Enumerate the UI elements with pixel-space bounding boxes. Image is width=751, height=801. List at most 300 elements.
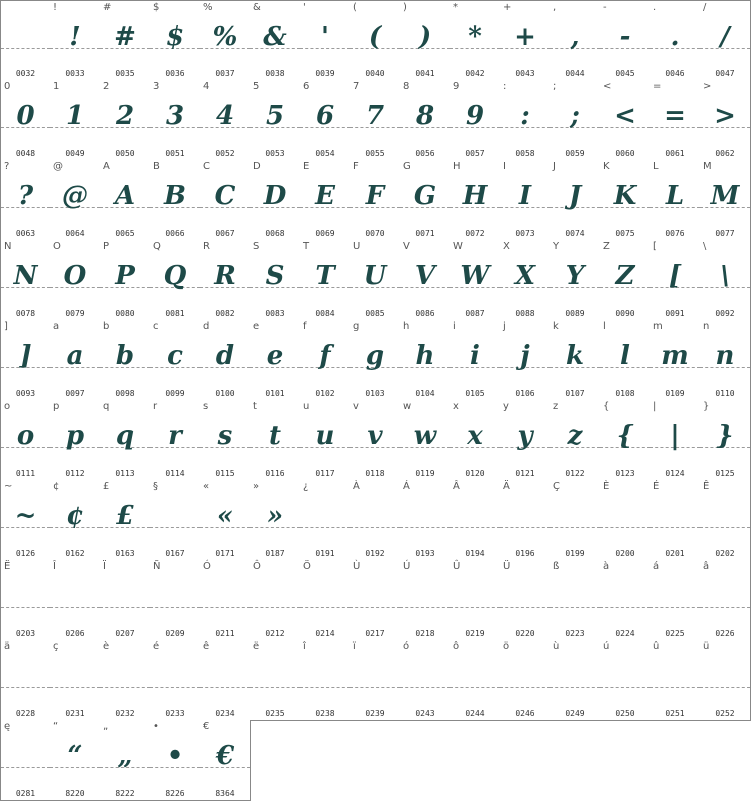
glyph-sample: [ xyxy=(668,261,682,291)
glyph-cell xyxy=(500,560,551,641)
glyph-cell xyxy=(0,400,51,481)
glyph-sample: a xyxy=(66,341,84,371)
glyph-cell xyxy=(100,320,151,401)
char-code-label: 0214 xyxy=(315,629,335,638)
glyph-sample: ! xyxy=(69,22,81,52)
char-code-label: 0097 xyxy=(65,389,85,398)
character-label: \ xyxy=(703,241,707,252)
glyph-sample: & xyxy=(263,22,287,52)
glyph-sample: 3 xyxy=(165,101,185,131)
glyph-cell xyxy=(200,640,251,721)
glyph-cell xyxy=(450,240,501,321)
glyph-cell xyxy=(350,160,401,241)
char-code-label: 0049 xyxy=(65,149,85,158)
glyph-sample xyxy=(450,573,500,619)
char-code-label: 0119 xyxy=(415,469,435,478)
character-label: r xyxy=(153,401,158,412)
character-label: „ xyxy=(103,721,109,732)
character-label: Z xyxy=(603,241,610,252)
glyph-cell xyxy=(350,0,401,81)
glyph-cell xyxy=(250,240,301,321)
character-label: Û xyxy=(453,561,461,572)
glyph-cell xyxy=(150,240,201,321)
character-label: @ xyxy=(53,161,63,172)
char-code-label: 0086 xyxy=(415,309,435,318)
glyph-sample: B xyxy=(164,181,186,211)
glyph-sample xyxy=(100,573,150,619)
character-label: û xyxy=(653,641,660,652)
glyph-sample xyxy=(700,573,750,619)
char-code-label: 0193 xyxy=(415,549,435,558)
char-code-label: 0072 xyxy=(465,229,485,238)
character-label: < xyxy=(603,81,612,92)
glyph-sample xyxy=(300,493,350,539)
glyph-sample: s xyxy=(217,421,233,451)
glyph-cell xyxy=(150,0,201,81)
char-code-label: 0102 xyxy=(315,389,335,398)
glyph-sample: H xyxy=(462,181,488,211)
glyph-cell xyxy=(400,240,451,321)
glyph-cell xyxy=(550,480,601,561)
glyph-sample xyxy=(1,653,50,699)
glyph-cell xyxy=(150,560,201,641)
glyph-sample: M xyxy=(710,181,740,211)
character-label: F xyxy=(353,161,359,172)
glyph-sample: « xyxy=(216,501,234,531)
glyph-sample xyxy=(1,14,50,60)
character-label: • xyxy=(153,721,159,732)
char-code-label: 0243 xyxy=(415,709,435,718)
character-label: ç xyxy=(53,641,59,652)
glyph-cell xyxy=(250,400,301,481)
glyph-cell xyxy=(50,0,101,81)
glyph-sample: Q xyxy=(163,261,187,291)
glyph-cell xyxy=(600,160,651,241)
char-code-label: 0077 xyxy=(715,229,735,238)
glyph-sample xyxy=(250,573,300,619)
character-label: a xyxy=(53,321,60,332)
char-code-label: 0080 xyxy=(115,309,135,318)
glyph-cell xyxy=(550,240,601,321)
character-label: g xyxy=(353,321,360,332)
glyph-cell xyxy=(450,0,501,81)
glyph-cell xyxy=(200,320,251,401)
glyph-sample xyxy=(650,653,700,699)
character-label: l xyxy=(603,321,606,332)
char-code-label: 0063 xyxy=(15,229,36,238)
char-code-label: 0057 xyxy=(465,149,485,158)
glyph-sample: E xyxy=(315,181,335,211)
char-code-label: 0220 xyxy=(515,629,535,638)
char-code-label: 0212 xyxy=(265,629,285,638)
char-code-label: 0252 xyxy=(715,709,735,718)
glyph-cell xyxy=(250,560,301,641)
character-label: é xyxy=(153,641,160,652)
char-code-label: 0123 xyxy=(615,469,635,478)
char-code-label: 0051 xyxy=(165,149,185,158)
char-code-label: 0106 xyxy=(515,389,535,398)
character-label: § xyxy=(153,481,158,492)
glyph-cell xyxy=(400,640,451,721)
glyph-sample: 8 xyxy=(415,101,435,131)
char-code-label: 0036 xyxy=(165,69,185,78)
glyph-sample: L xyxy=(665,181,685,211)
character-label: z xyxy=(553,401,559,412)
glyph-sample: D xyxy=(263,181,287,211)
glyph-cell xyxy=(100,560,151,641)
glyph-cell xyxy=(700,320,751,401)
character-label: E xyxy=(303,161,310,172)
glyph-sample: z xyxy=(567,421,583,451)
char-code-label: 0167 xyxy=(165,549,185,558)
glyph-sample: ? xyxy=(17,181,34,211)
glyph-sample xyxy=(700,493,750,539)
char-code-label: 0196 xyxy=(515,549,535,558)
glyph-sample: 4 xyxy=(215,101,235,131)
char-code-label: 0043 xyxy=(515,69,535,78)
char-code-label: 0081 xyxy=(165,309,185,318)
character-label: “ xyxy=(53,721,59,732)
char-code-label: 0224 xyxy=(615,629,635,638)
glyph-sample xyxy=(350,493,400,539)
character-label: V xyxy=(403,241,410,252)
glyph-cell xyxy=(100,480,151,561)
glyph-sample: „ xyxy=(117,741,133,771)
character-label: e xyxy=(253,321,260,332)
char-code-label: 0126 xyxy=(15,549,36,558)
character-label: Ä xyxy=(503,481,510,492)
character-label: # xyxy=(103,2,112,13)
char-code-label: 0114 xyxy=(165,469,185,478)
character-label: T xyxy=(303,241,310,252)
glyph-cell xyxy=(500,320,551,401)
glyph-sample xyxy=(600,493,650,539)
glyph-cell xyxy=(650,480,701,561)
glyph-cell xyxy=(150,400,201,481)
glyph-cell xyxy=(300,320,351,401)
char-code-label: 0044 xyxy=(565,69,585,78)
glyph-sample: \ xyxy=(720,261,730,291)
character-label: y xyxy=(503,401,509,412)
glyph-sample: c xyxy=(167,341,183,371)
glyph-cell xyxy=(300,80,351,161)
character-label: S xyxy=(253,241,260,252)
glyph-cell xyxy=(350,320,401,401)
glyph-cell xyxy=(350,240,401,321)
glyph-sample: + xyxy=(514,22,536,52)
glyph-cell xyxy=(0,480,51,561)
char-code-label: 0061 xyxy=(665,149,685,158)
glyph-sample: * xyxy=(468,22,482,52)
character-label: Ï xyxy=(103,561,106,572)
char-code-label: 0244 xyxy=(465,709,485,718)
char-code-label: 0079 xyxy=(65,309,85,318)
glyph-sample xyxy=(300,573,350,619)
character-label: Ñ xyxy=(153,561,161,572)
glyph-cell xyxy=(250,480,301,561)
glyph-cell xyxy=(400,160,451,241)
char-code-label: 0121 xyxy=(515,469,535,478)
glyph-cell xyxy=(600,480,651,561)
glyph-cell xyxy=(200,400,251,481)
character-label: * xyxy=(453,2,458,13)
char-code-label: 0055 xyxy=(365,149,385,158)
glyph-sample xyxy=(350,573,400,619)
glyph-cell xyxy=(400,320,451,401)
glyph-cell xyxy=(700,480,751,561)
glyph-cell xyxy=(700,640,751,721)
glyph-cell xyxy=(600,80,651,161)
character-label: A xyxy=(103,161,110,172)
character-label: â xyxy=(703,561,710,572)
character-label: } xyxy=(703,401,710,412)
char-code-label: 0192 xyxy=(365,549,385,558)
character-label: 0 xyxy=(4,81,11,92)
glyph-sample: w xyxy=(413,421,437,451)
glyph-cell xyxy=(650,240,701,321)
char-code-label: 0053 xyxy=(265,149,285,158)
character-label: j xyxy=(503,321,506,332)
char-code-label: 0091 xyxy=(665,309,685,318)
glyph-sample: t xyxy=(268,421,281,451)
char-code-label: 0045 xyxy=(615,69,635,78)
character-label: / xyxy=(703,2,707,13)
glyph-sample: u xyxy=(315,421,335,451)
character-label: s xyxy=(203,401,209,412)
glyph-sample: £ xyxy=(115,501,135,531)
character-label: ô xyxy=(453,641,460,652)
character-label: x xyxy=(453,401,459,412)
char-code-label: 0163 xyxy=(115,549,135,558)
glyph-cell xyxy=(550,80,601,161)
character-label: > xyxy=(703,81,712,92)
glyph-cell xyxy=(50,480,101,561)
char-code-label: 0066 xyxy=(165,229,185,238)
character-label: É xyxy=(653,481,660,492)
glyph-cell xyxy=(300,0,351,81)
glyph-sample: q xyxy=(115,421,135,451)
glyph-cell xyxy=(200,560,251,641)
glyph-sample: T xyxy=(315,261,335,291)
char-code-label: 0122 xyxy=(565,469,585,478)
character-label: Ë xyxy=(4,561,11,572)
char-code-label: 0033 xyxy=(65,69,85,78)
char-code-label: 0070 xyxy=(365,229,385,238)
glyph-sample xyxy=(150,573,200,619)
glyph-cell xyxy=(50,240,101,321)
glyph-sample: ' xyxy=(321,22,329,52)
char-code-label: 0056 xyxy=(415,149,435,158)
character-label: Ó xyxy=(203,561,211,572)
character-label: 6 xyxy=(303,81,310,92)
char-code-label: 0067 xyxy=(215,229,235,238)
glyph-sample: 7 xyxy=(365,101,385,131)
character-label: O xyxy=(53,241,61,252)
glyph-sample: 6 xyxy=(315,101,335,131)
char-code-label: 0037 xyxy=(215,69,235,78)
glyph-cell xyxy=(100,0,151,81)
glyph-sample xyxy=(300,653,350,699)
glyph-sample xyxy=(600,653,650,699)
char-code-label: 0235 xyxy=(265,709,285,718)
glyph-cell xyxy=(400,560,451,641)
char-code-label: 0103 xyxy=(365,389,385,398)
char-code-label: 0041 xyxy=(415,69,435,78)
glyph-sample: ¢ xyxy=(65,501,85,531)
char-code-label: 0239 xyxy=(365,709,385,718)
char-code-label: 0201 xyxy=(665,549,685,558)
glyph-sample: € xyxy=(215,741,235,771)
glyph-sample xyxy=(500,653,550,699)
character-label: k xyxy=(553,321,559,332)
glyph-sample: 5 xyxy=(265,101,285,131)
glyph-sample: ~ xyxy=(14,501,37,531)
char-code-label: 0203 xyxy=(15,629,36,638)
char-code-label: 0069 xyxy=(315,229,335,238)
glyph-cell xyxy=(600,400,651,481)
glyph-sample: K xyxy=(613,181,637,211)
char-code-label: 0118 xyxy=(365,469,385,478)
glyph-cell xyxy=(200,0,251,81)
character-label: J xyxy=(553,161,556,172)
character-label: W xyxy=(453,241,463,252)
char-code-label: 0231 xyxy=(65,709,85,718)
char-code-label: 0250 xyxy=(615,709,635,718)
glyph-sample xyxy=(350,653,400,699)
glyph-cell xyxy=(400,400,451,481)
glyph-sample: } xyxy=(716,421,734,451)
glyph-cell xyxy=(500,160,551,241)
char-code-label: 0104 xyxy=(415,389,435,398)
char-code-label: 0108 xyxy=(615,389,635,398)
char-code-label: 0124 xyxy=(665,469,685,478)
character-label: ¢ xyxy=(53,481,60,492)
character-label: 7 xyxy=(353,81,360,92)
char-code-label: 8222 xyxy=(115,789,135,798)
char-code-label: 0125 xyxy=(715,469,735,478)
glyph-cell xyxy=(450,80,501,161)
glyph-cell xyxy=(650,400,701,481)
char-code-label: 0116 xyxy=(265,469,285,478)
glyph-sample xyxy=(550,653,600,699)
glyph-cell xyxy=(250,320,301,401)
character-label: = xyxy=(653,81,662,92)
character-label: ę xyxy=(4,721,11,732)
glyph-sample: j xyxy=(520,341,530,371)
character-label: $ xyxy=(153,2,160,13)
glyph-sample: R xyxy=(214,261,236,291)
char-code-label: 0226 xyxy=(715,629,735,638)
char-code-label: 0228 xyxy=(15,709,36,718)
character-label: ~ xyxy=(4,481,13,492)
character-label: Q xyxy=(153,241,161,252)
glyph-cell xyxy=(400,480,451,561)
char-code-label: 0099 xyxy=(165,389,185,398)
glyph-cell xyxy=(0,0,51,81)
char-code-label: 0083 xyxy=(265,309,285,318)
character-label: q xyxy=(103,401,110,412)
glyph-sample: b xyxy=(115,341,135,371)
character-label: w xyxy=(403,401,412,412)
character-label: o xyxy=(4,401,11,412)
glyph-cell xyxy=(700,160,751,241)
glyph-sample: Y xyxy=(565,261,585,291)
glyph-sample xyxy=(250,653,300,699)
glyph-cell xyxy=(0,560,51,641)
glyph-cell xyxy=(350,560,401,641)
glyph-cell xyxy=(250,0,301,81)
character-label: ' xyxy=(303,2,306,13)
glyph-sample: G xyxy=(413,181,437,211)
character-label: ] xyxy=(4,321,8,332)
character-label: [ xyxy=(653,241,657,252)
glyph-sample: # xyxy=(114,22,136,52)
glyph-sample: C xyxy=(214,181,236,211)
character-label: p xyxy=(53,401,60,412)
character-label: è xyxy=(103,641,110,652)
char-code-label: 0232 xyxy=(115,709,135,718)
character-label: à xyxy=(603,561,610,572)
character-label: , xyxy=(553,2,557,13)
char-code-label: 0219 xyxy=(465,629,485,638)
glyph-sample: f xyxy=(319,341,331,371)
glyph-sample: h xyxy=(415,341,435,371)
glyph-sample xyxy=(600,573,650,619)
char-code-label: 0065 xyxy=(115,229,135,238)
char-code-label: 0191 xyxy=(315,549,335,558)
character-label: t xyxy=(253,401,257,412)
glyph-sample xyxy=(150,653,200,699)
glyph-sample: U xyxy=(363,261,387,291)
char-code-label: 0110 xyxy=(715,389,735,398)
character-label: À xyxy=(353,481,360,492)
char-code-label: 8226 xyxy=(165,789,185,798)
glyph-sample: : xyxy=(520,101,530,131)
glyph-cell xyxy=(50,720,101,801)
char-code-label: 0075 xyxy=(615,229,635,238)
char-code-label: 0038 xyxy=(265,69,285,78)
glyph-cell xyxy=(550,640,601,721)
character-label: K xyxy=(603,161,610,172)
glyph-cell xyxy=(0,320,51,401)
char-code-label: 0218 xyxy=(415,629,435,638)
glyph-sample: g xyxy=(365,341,385,371)
character-label: Á xyxy=(403,481,410,492)
glyph-sample: < xyxy=(614,101,636,131)
glyph-sample xyxy=(50,573,100,619)
glyph-sample: l xyxy=(620,341,630,371)
glyph-sample: k xyxy=(565,341,584,371)
char-code-label: 0207 xyxy=(115,629,135,638)
glyph-sample: > xyxy=(714,101,736,131)
char-code-label: 0246 xyxy=(515,709,535,718)
char-code-label: 0064 xyxy=(65,229,85,238)
character-label: % xyxy=(203,2,213,13)
glyph-cell xyxy=(450,480,501,561)
glyph-cell xyxy=(500,80,551,161)
glyph-cell xyxy=(0,640,51,721)
glyph-sample xyxy=(100,653,150,699)
glyph-sample: | xyxy=(670,421,680,451)
glyph-cell xyxy=(350,80,401,161)
glyph-cell xyxy=(100,400,151,481)
glyph-cell xyxy=(50,320,101,401)
char-code-label: 0162 xyxy=(65,549,85,558)
glyph-sample: { xyxy=(616,421,634,451)
character-label: £ xyxy=(103,481,110,492)
glyph-cell xyxy=(0,80,51,161)
glyph-sample: A xyxy=(114,181,136,211)
